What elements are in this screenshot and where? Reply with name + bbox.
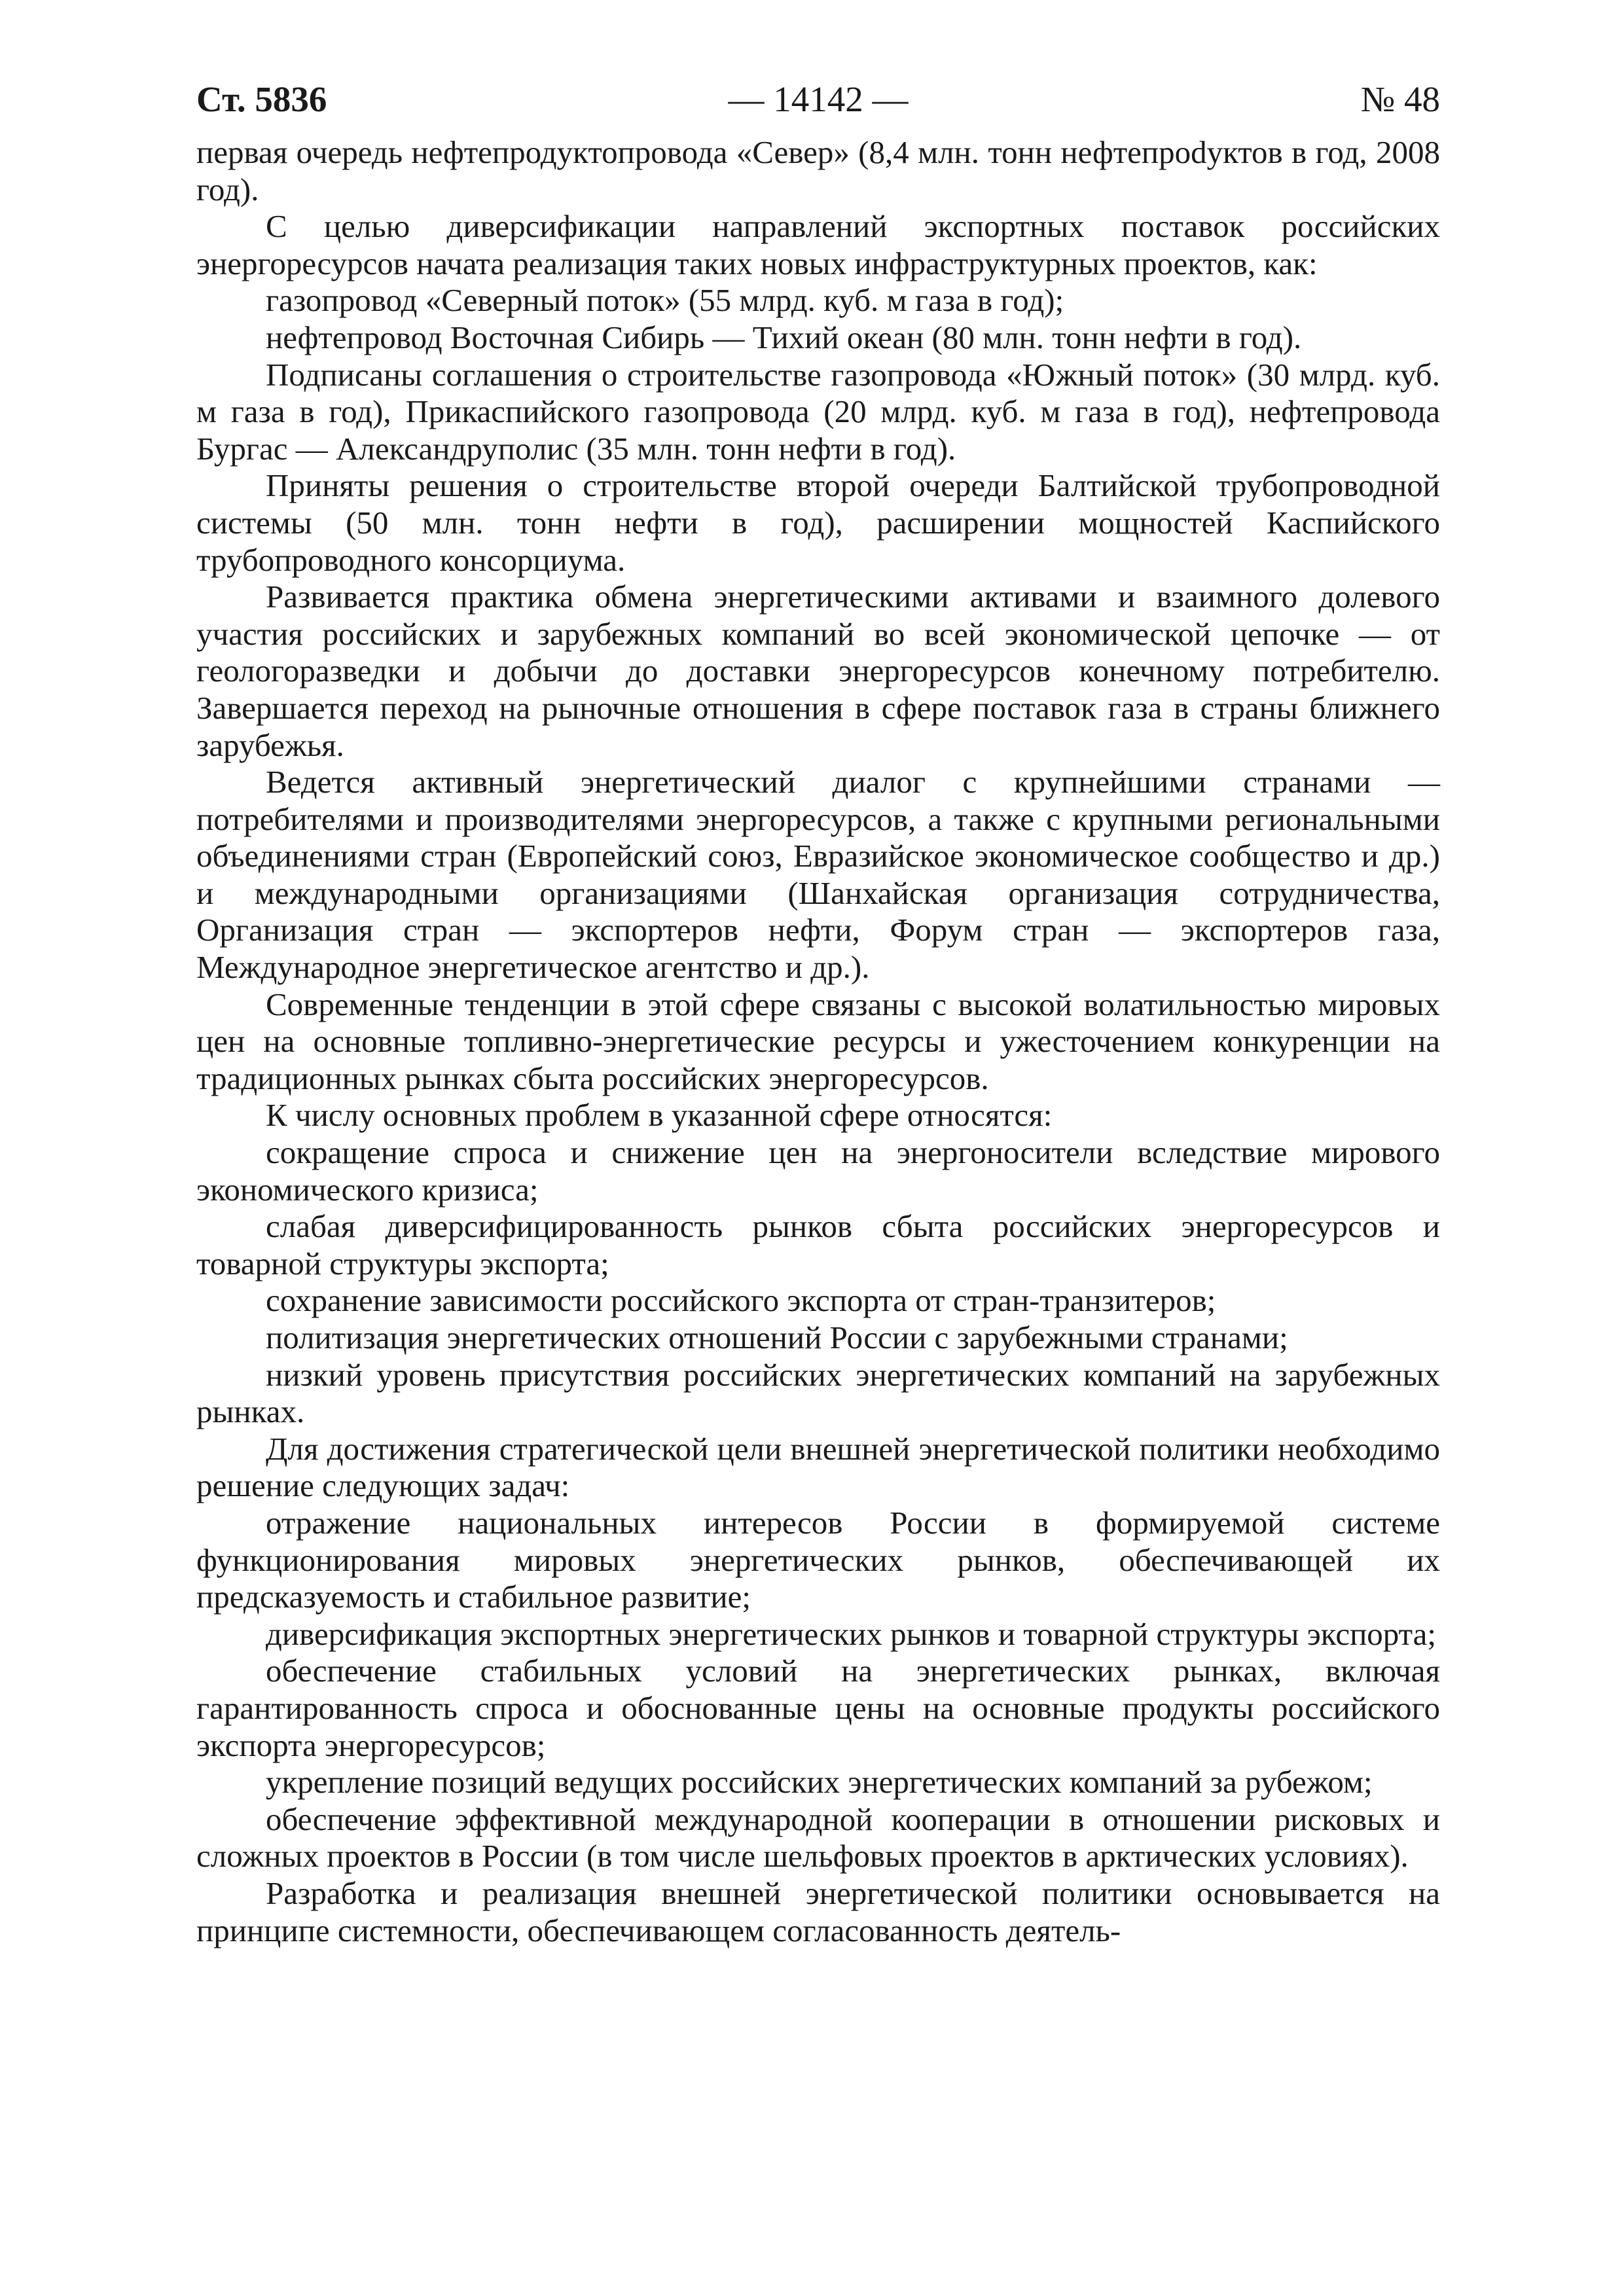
- list-item: газопровод «Северный поток» (55 млрд. куб. м газа в год);: [266, 282, 1064, 319]
- paragraph: Подписаны соглашения о строительстве газопровода «Южный поток» (30 млрд. куб. м газа в год), Прикаспийского газопровода (20 млрд. куб. м газа в год), нефтепровода Бургас — Александруполис (35 млн. тонн нефти в год).: [196, 356, 1440, 467]
- list-item: политизация энергетических отношений России с зарубежными странами;: [266, 1319, 1288, 1355]
- paragraph: Приняты решения о строительстве второй очереди Балтийской трубопроводной системы (50 млн. тонн нефти в год), расширении мощностей Каспийского трубопроводного консорциума.: [196, 467, 1440, 578]
- issue-number: № 48: [1360, 79, 1440, 119]
- paragraph: К числу основных проблем в указанной сфере относятся:: [266, 1097, 1053, 1134]
- paragraph: С целью диверсификации направлений экспортных поставок российских энергоресурсов начата реализация таких новых инфраструктурных проектов, как:: [196, 208, 1440, 281]
- list-item: укрепление позиций ведущих российских энергетических компаний за рубежом;: [266, 1764, 1373, 1801]
- list-item: обеспечение эффективной международной кооперации в отношении рисковых и сложных проектов в России (в том числе шельфовых проектов в арктических условиях).: [196, 1801, 1440, 1874]
- list-item: обеспечение стабильных условий на энергетических рынках, включая гарантированность спроса и обоснованные цены на основные продукты российского экспорта энергоресурсов;: [196, 1653, 1440, 1763]
- list-item: слабая диверсифицированность рынков сбыта российских энергоресурсов и товарной структуры экспорта;: [196, 1208, 1440, 1282]
- paragraph: Ведется активный энергетический диалог с крупнейшими странами — потребителями и производителями энергоресурсов, а также с крупными региональными объединениями стран (Европейский союз, Евразийское экономическое сообщество и др.) и международными организациями (Шанхайская организация сотрудничества, Организация стран — экспортеров нефти, Форум стран — экспортеров газа, Международное энергетическое агентство и др.).: [196, 764, 1440, 986]
- list-item: сокращение спроса и снижение цен на энергоносители вследствие мирового экономического кризиса;: [196, 1134, 1440, 1208]
- paragraph: Современные тенденции в этой сфере связаны с высокой волатильностью мировых цен на основные топливно-энергетические ресурсы и ужесточением конкуренции на традиционных рынках сбыта российских энергоресурсов.: [196, 986, 1440, 1096]
- page-header: [196, 73, 1440, 126]
- list-item: сохранение зависимости российского экспорта от стран-транзитеров;: [266, 1282, 1216, 1319]
- document-body: [196, 134, 1440, 1949]
- paragraph: Развивается практика обмена энергетическими активами и взаимного долевого участия российских и зарубежных компаний во всей экономической цепочке — от геологоразведки и добычи до доставки энергоресурсов конечному потребителю. Завершается переход на рыночные отношения в сфере поставок газа в страны ближнего зарубежья.: [196, 579, 1440, 763]
- article-number: Ст. 5836: [196, 79, 327, 119]
- list-item: низкий уровень присутствия российских энергетических компаний на зарубежных рынках.: [196, 1356, 1440, 1430]
- paragraph: первая очередь нефтепродуктопровода «Север» (8,4 млн. тонн нефтепроdуктов в год, 2008 год).: [196, 134, 1440, 207]
- list-item: диверсификация экспортных энергетических рынков и товарной структуры экспорта;: [266, 1615, 1437, 1652]
- paragraph: Для достижения стратегической цели внешней энергетической политики необходимо решение следующих задач:: [196, 1430, 1440, 1504]
- list-item: нефтепровод Восточная Сибирь — Тихий океан (80 млн. тонн нефти в год).: [266, 319, 1302, 355]
- page-number: — 14142 —: [728, 79, 909, 119]
- list-item: отражение национальных интересов России в формируемой системе функционирования мировых энергетических рынков, обеспечивающей их предсказуемость и стабильное развитие;: [196, 1504, 1440, 1615]
- paragraph: Разработка и реализация внешней энергетической политики основывается на принципе системности, обеспечивающем согласованность деятель-: [196, 1874, 1440, 1948]
